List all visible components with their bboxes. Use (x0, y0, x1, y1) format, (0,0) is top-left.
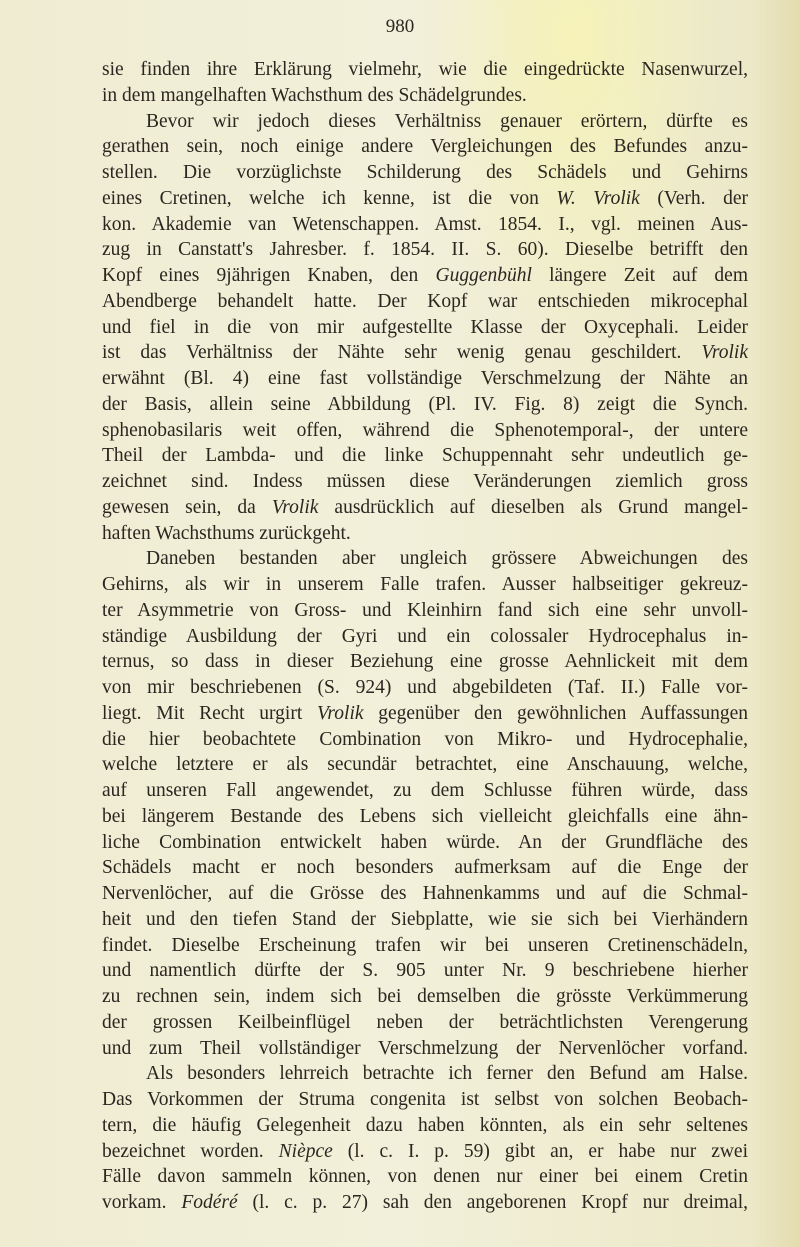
text-segment: bezeichnet worden. (102, 1140, 279, 1162)
text-line (102, 1010, 748, 1036)
text-segment: stellen. Die vorzüglichste Schilderung des Schädels und Gehirns (102, 162, 748, 183)
text-line (102, 443, 748, 469)
text-segment: eines Cretinen, welche ich kenne, ist die von (102, 187, 557, 209)
text-segment: zeichnet sind. Indess müssen diese Veränderungen ziemlich gross (102, 471, 748, 492)
text-line (102, 418, 748, 444)
text-line (102, 83, 748, 109)
text-line (102, 495, 748, 521)
text-segment: (Verh. der (639, 187, 748, 209)
text-segment: kon. Akademie van Wetenschappen. Amst. 1854. I., vgl. meinen Aus- (102, 213, 748, 235)
text-segment: (l. c. p. 27) sah den angeborenen Kropf nur dreimal, (237, 1192, 748, 1213)
text-segment: Daneben bestanden aber ungleich grössere Abweichungen des (146, 548, 748, 570)
text-segment: (l. c. I. p. 59) gibt an, er habe nur zwei (332, 1140, 749, 1162)
text-segment: haften Wachsthums zurückgeht. (102, 522, 351, 544)
text-line (102, 134, 748, 160)
text-line (102, 1087, 748, 1113)
text-line (102, 907, 748, 933)
text-segment: Bevor wir jedoch dieses Verhältniss genauer erörtern, dürfte es (146, 110, 748, 132)
text-segment: und namentlich dürfte der S. 905 unter Nr. 9 beschriebene hierher (102, 960, 748, 982)
text-segment: ter Asymmetrie von Gross- und Kleinhirn fand sich eine sehr unvoll- (102, 599, 748, 621)
text-segment: in dem mangelhaften Wachsthum des Schädelgrundes. (102, 84, 527, 106)
text-line (102, 933, 748, 959)
italic-name: Fodéré (181, 1192, 238, 1213)
text-line (102, 572, 748, 598)
text-line (102, 958, 748, 984)
text-segment: der Basis, allein seine Abbildung (Pl. IV. Fig. 8) zeigt die Synch. (102, 393, 748, 415)
text-segment: welche letztere er als secundär betrachtet, eine Anschauung, welche, (102, 754, 748, 776)
text-segment: Als besonders lehrreich betrachte ich ferner den Befund am Halse. (146, 1063, 748, 1085)
text-segment: sphenobasilaris weit offen, während die Sphenotemporal-, der untere (102, 419, 748, 441)
text-line (102, 521, 748, 547)
text-line (102, 727, 748, 753)
text-segment: Kopf eines 9jährigen Knaben, den (102, 265, 436, 286)
text-line (102, 546, 748, 572)
text-line (102, 289, 748, 315)
text-segment: heit und den tiefen Stand der Siebplatte, wie sie sich bei Vierhändern (102, 908, 748, 930)
text-line (102, 237, 748, 263)
text-line (102, 366, 748, 392)
text-segment: tern, die häufig Gelegenheit dazu haben könnten, als ein sehr seltenes (102, 1114, 748, 1136)
text-line (102, 340, 748, 366)
italic-name: Vrolik (701, 342, 748, 364)
text-line (102, 778, 748, 804)
text-line (102, 160, 748, 186)
text-segment: Nervenlöcher, auf die Grösse des Hahnenkamms und auf die Schmal- (102, 883, 748, 904)
text-segment: ist das Verhältniss der Nähte sehr wenig genau geschildert. (102, 342, 702, 364)
text-line (102, 804, 748, 830)
italic-name: Vrolik (316, 702, 364, 724)
italic-name: Nièpce (278, 1140, 333, 1162)
text-segment: liche Combination entwickelt haben würde. An der Grundfläche des (102, 831, 748, 853)
text-segment: gegenüber den gewöhnlichen Auffassungen (363, 702, 748, 724)
text-line (102, 855, 748, 881)
text-segment: längere Zeit auf dem (531, 265, 748, 286)
text-segment: auf unseren Fall angewendet, zu dem Schlusse führen würde, dass (102, 780, 748, 801)
text-line (102, 1036, 748, 1062)
text-line (102, 1164, 748, 1190)
text-segment: Gehirns, als wir in unserem Falle trafen. Ausser halbseitiger gekreuz- (102, 574, 748, 595)
text-line (102, 881, 748, 907)
text-segment: Fälle davon sammeln können, von denen nur einer bei einem Cretin (102, 1166, 748, 1188)
text-line (102, 984, 748, 1010)
italic-name: Guggenbühl (435, 265, 532, 286)
text-segment: zu rechnen sein, indem sich bei demselben die grösste Verkümmerung (102, 986, 748, 1007)
text-segment: zug in Canstatt's Jahresber. f. 1854. II. S. 60). Dieselbe betrifft den (102, 239, 748, 261)
text-segment: die hier beobachtete Combination von Mikro- und Hydrocephalie, (102, 728, 748, 750)
text-line (102, 624, 748, 650)
text-line (102, 1113, 748, 1139)
text-line (102, 649, 748, 675)
text-segment: Theil der Lambda- und die linke Schuppennaht sehr undeutlich ge- (102, 445, 748, 467)
text-line (102, 109, 748, 135)
text-segment: und fiel in die von mir aufgestellte Klasse der Oxycephali. Leider (102, 316, 748, 338)
text-segment: Abendberge behandelt hatte. Der Kopf war entschieden mikrocephal (102, 290, 748, 312)
text-segment: bei längerem Bestande des Lebens sich vielleicht gleichfalls eine ähn- (102, 805, 748, 827)
text-segment: Das Vorkommen der Struma congenita ist selbst von solchen Beobach- (102, 1089, 748, 1110)
text-segment: erwähnt (Bl. 4) eine fast vollständige Verschmelzung der Nähte an (102, 368, 748, 389)
text-segment: und zum Theil vollständiger Verschmelzung der Nervenlöcher vorfand. (102, 1037, 748, 1059)
italic-name: Vrolik (271, 496, 319, 518)
text-segment: ausdrücklich auf dieselben als Grund mangel- (318, 496, 748, 518)
italic-name: W. Vrolik (556, 187, 640, 209)
text-line (102, 392, 748, 418)
body-text (102, 57, 748, 1216)
text-line (102, 57, 748, 83)
text-line (102, 315, 748, 341)
text-line (102, 1190, 748, 1216)
text-segment: gewesen sein, da (102, 496, 272, 518)
text-line (102, 1061, 748, 1087)
text-segment: ternus, so dass in dieser Beziehung eine grosse Aehnlickeit mit dem (102, 651, 748, 673)
text-segment: liegt. Mit Recht urgirt (102, 702, 317, 724)
text-line (102, 701, 748, 727)
text-line (102, 598, 748, 624)
text-segment: ständige Ausbildung der Gyri und ein colossaler Hydrocephalus in- (102, 625, 748, 647)
text-segment: gerathen sein, noch einige andere Vergleichungen des Befundes anzu- (102, 136, 748, 158)
text-line (102, 186, 748, 212)
text-segment: sie finden ihre Erklärung vielmehr, wie die eingedrückte Nasenwurzel, (102, 59, 748, 80)
text-line (102, 469, 748, 495)
text-segment: von mir beschriebenen (S. 924) und abgebildeten (Taf. II.) Falle vor- (102, 677, 748, 698)
text-line (102, 263, 748, 289)
text-segment: Schädels macht er noch besonders aufmerksam auf die Enge der (102, 857, 748, 879)
text-line (102, 1139, 748, 1165)
text-line (102, 830, 748, 856)
page-number: 980 (385, 16, 415, 37)
text-segment: findet. Dieselbe Erscheinung trafen wir bei unseren Cretinenschädeln, (102, 934, 748, 956)
text-segment: der grossen Keilbeinflügel neben der beträchtlichsten Verengerung (102, 1011, 748, 1033)
text-line (102, 752, 748, 778)
text-segment: vorkam. (102, 1192, 182, 1213)
text-line (102, 212, 748, 238)
text-line (102, 675, 748, 701)
